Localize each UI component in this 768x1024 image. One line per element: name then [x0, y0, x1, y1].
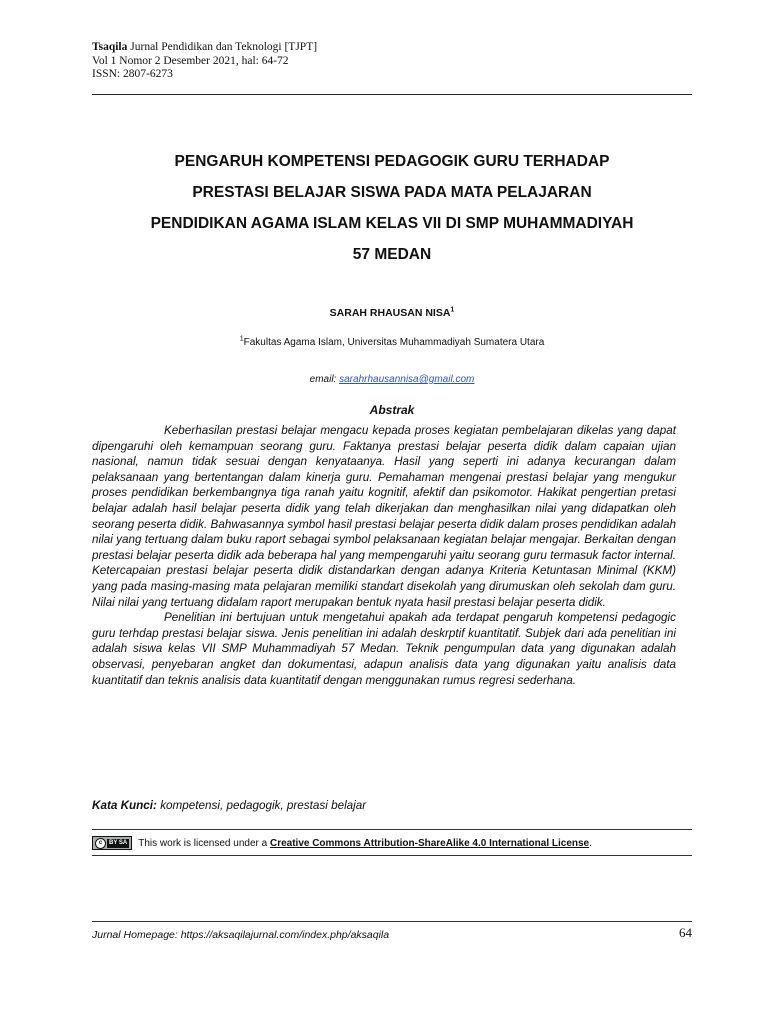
journal-header [92, 41, 692, 82]
author [92, 307, 692, 319]
license-bottom-divider [92, 855, 692, 856]
email [92, 374, 692, 385]
license-prefix: This work is licensed under a [138, 837, 268, 849]
cc-logo-icon: c [95, 838, 106, 849]
keywords-label: Kata Kunci: [92, 799, 157, 812]
issn-line: ISSN: 2807-6273 [92, 68, 173, 80]
journal-short-name: Tsaqila [92, 41, 128, 53]
email-label: email: [309, 374, 337, 385]
title-line: PENGARUH KOMPETENSI PEDAGOGIK GURU TERHADAP [174, 153, 610, 170]
email-link[interactable]: sarahrhausannisa@gmail.com [339, 374, 475, 385]
license-notice [92, 836, 692, 850]
title-line: PRESTASI BELAJAR SISWA PADA MATA PELAJARAN [192, 184, 592, 201]
affiliation-text: Fakultas Agama Islam, Universitas Muhammadiyah Sumatera Utara [243, 337, 545, 348]
volume-line: Vol 1 Nomor 2 Desember 2021, hal: 64-72 [92, 54, 289, 67]
keywords-text: kompetensi, pedagogik, prestasi belajar [160, 799, 367, 812]
affiliation-marker: 1 [239, 335, 244, 343]
affiliation [92, 337, 692, 348]
license-suffix: . [589, 837, 592, 849]
journal-name-line [92, 41, 692, 55]
journal-full-name: Jurnal Pendidikan dan Teknologi [TJPT] [130, 41, 318, 53]
author-affiliation-marker: 1 [450, 306, 455, 314]
header-divider [92, 94, 692, 95]
license-link[interactable]: Creative Commons Attribution-ShareAlike 4.0 International License [269, 837, 590, 849]
cc-by-sa-icon[interactable] [92, 836, 132, 850]
keywords [92, 799, 692, 812]
journal-homepage[interactable]: Jurnal Homepage: https://aksaqilajurnal.com/index.php/aksaqila [92, 929, 390, 941]
abstract-body [92, 423, 676, 688]
abstract-heading: Abstrak [369, 403, 415, 417]
author-name: SARAH RHAUSAN NISA [329, 307, 451, 319]
license-top-divider [92, 829, 692, 830]
footer-divider [92, 921, 692, 922]
abstract-paragraph: Keberhasilan prestasi belajar mengacu kepada proses kegiatan pembelajaran dikelas yang dapat dipengaruhi oleh kemampuan seorang guru. Faktanya prestasi belajar peserta didik dalam capaian ujian nasional, namun tidak sesuai dengan kenyataanya. Hasil yang seperti ini adanya kecurangan dalam pelaksanaan yang bertentangan dalam kinerja guru. Pemahaman mengenai prestasi belajar yang mengukur proses pendidikan berkembangnya tiga ranah yaitu kognitif, afektif dan psikomotor. Hakikat pengertian pretasi belajar adalah hasil belajar peserta didik yang telah dikerjakan dan menghasilkan nilai yang didapatkan oleh seorang peserta didik. Bahwasannya symbol hasil prestasi belajar peserta didik dalam proses pendidikan adalah nilai yang tertuang dalam buku raport sebagai symbol pelaksanaan kegiatan belajar mengajar. Berkaitan dengan prestasi belajar peserta didik ada beberapa hal yang mempengaruhi yaitu seorang guru termasuk factor internal. Ketercapaian prestasi belajar peserta didik distandarkan dengan adanya Kriteria Ketuntasan Minimal (KKM) yang pada masing-masing mata pelajaran memiliki standart disekolah yang dirumuskan oleh sekolah dam guru. Nilai nilai yang tertuang didalam raport merupakan bentuk nyata hasil prestasi belajar peserta didik. [92, 424, 676, 609]
cc-by-sa-text: BY SA [109, 839, 128, 846]
paper-title [92, 146, 692, 270]
title-line: PENDIDIKAN AGAMA ISLAM KELAS VII DI SMP MUHAMMADIYAH [150, 215, 634, 232]
title-line: 57 MEDAN [352, 246, 432, 263]
page-number: 64 [679, 925, 692, 940]
abstract-paragraph: Penelitian ini bertujuan untuk mengetahui apakah ada terdapat pengaruh kompetensi pedagogic guru terhdap prestasi belajar siswa. Jenis penelitian ini adalah deskrptif kuantitatif. Subjek dari ada penelitian ini adalah siswa kelas VII SMP Muhammadiyah 57 Medan. Teknik pengumpulan data yang digunakan adalah observasi, penyebaran angket dan dokumentasi, adapun analisis data yang digunakan yaitu analisis data kuantitatif dan teknis analisis data kuantitatif dengan menggunakan rumus regresi sederhana. [92, 611, 676, 687]
